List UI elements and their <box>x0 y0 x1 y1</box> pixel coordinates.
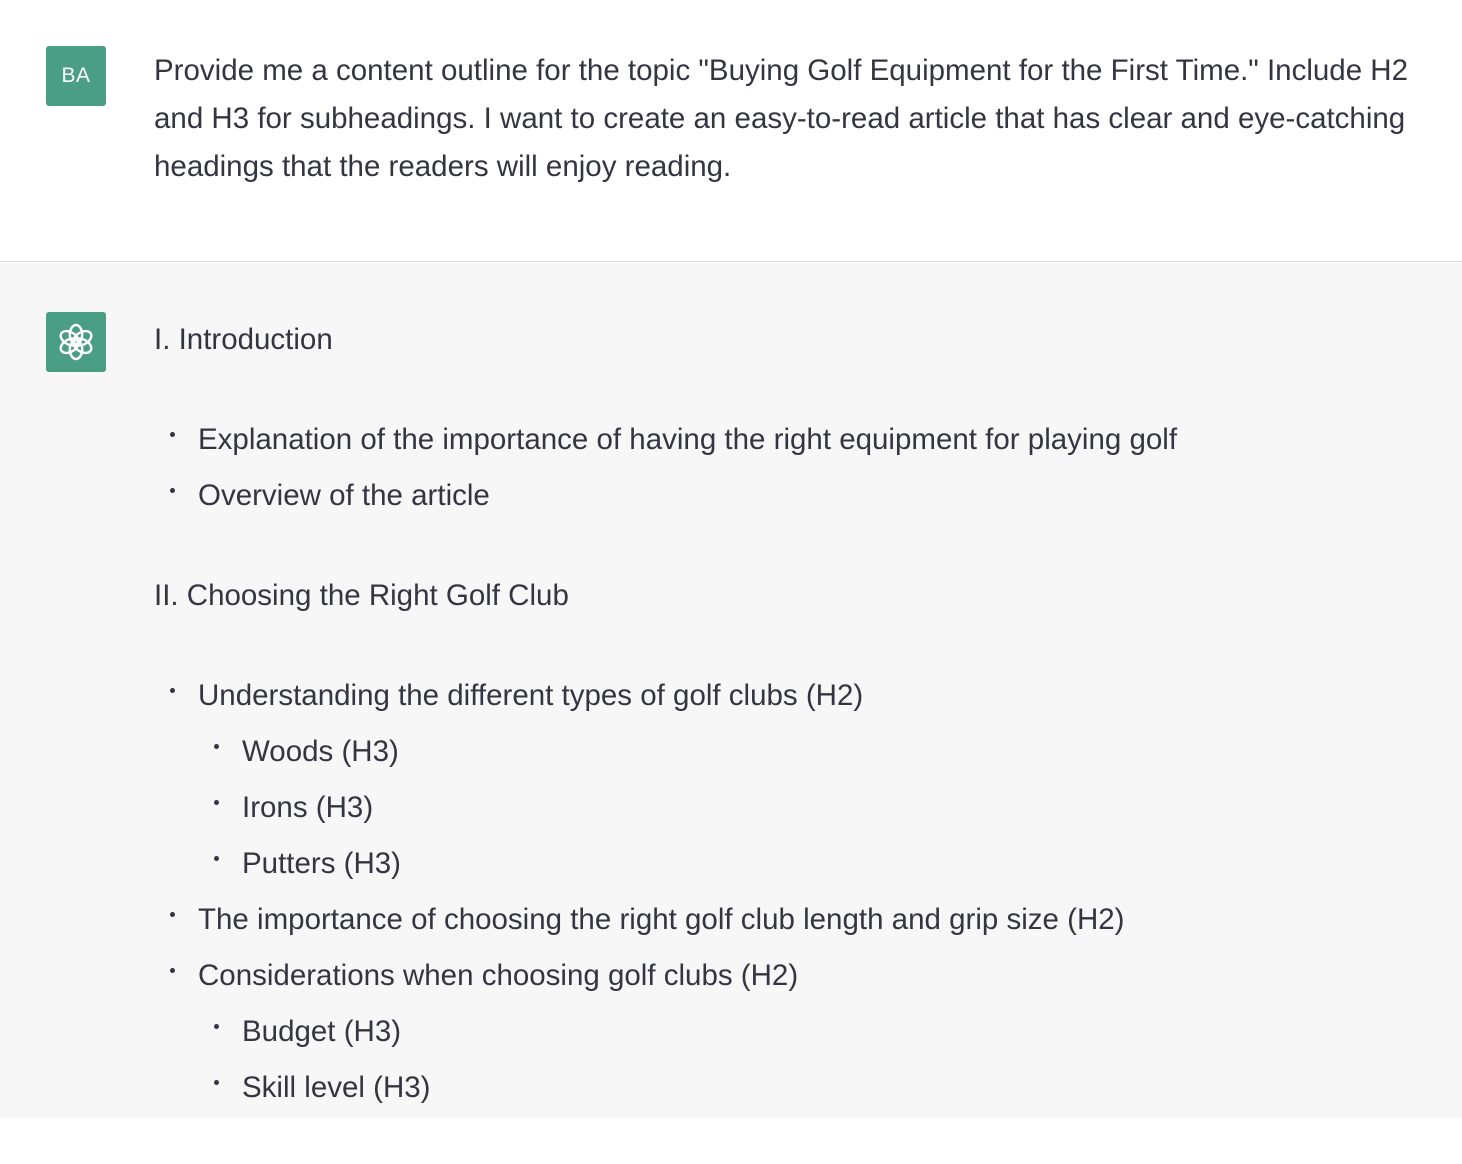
bullet-icon <box>214 1024 219 1029</box>
nested-bullet-list <box>198 724 1444 892</box>
bullet-icon <box>214 1080 219 1085</box>
user-avatar <box>46 46 106 106</box>
bullet-icon <box>170 688 175 693</box>
bullet-icon <box>170 432 175 437</box>
bullet-icon <box>214 856 219 861</box>
nested-list-item <box>198 836 1444 892</box>
list-item-text: Considerations when choosing golf clubs (H2) <box>198 959 799 992</box>
list-item <box>154 468 1444 524</box>
assistant-avatar <box>46 312 106 372</box>
nested-list-item-text: Budget (H3) <box>242 1015 402 1048</box>
assistant-response <box>154 316 1444 1164</box>
section-heading: II. Choosing the Right Golf Club <box>154 579 569 612</box>
list-item-text: Explanation of the importance of having the right equipment for playing golf <box>198 423 1178 456</box>
list-item-text: Understanding the different types of golf clubs (H2) <box>198 679 864 712</box>
nested-list-item <box>198 1060 1444 1116</box>
bullet-icon <box>170 968 175 973</box>
nested-list-item <box>198 724 1444 780</box>
nested-list-item-text: Skill level (H3) <box>242 1071 431 1104</box>
assistant-message <box>0 263 1462 1118</box>
section-heading: I. Introduction <box>154 323 333 356</box>
nested-list-item <box>198 780 1444 836</box>
user-message-text: Provide me a content outline for the topic "Buying Golf Equipment for the First Time." Include H2 and H3 for subheadings. I want to create an easy-to-read article that has clear and eye-catching headings that the readers will enjoy reading. <box>154 54 1409 183</box>
nested-bullet-list <box>198 1004 1444 1116</box>
list-item-text: Overview of the article <box>198 479 490 512</box>
bullet-list <box>154 412 1444 524</box>
bullet-icon <box>170 488 175 493</box>
nested-list-item-text: Woods (H3) <box>242 735 399 768</box>
list-item-text: The importance of choosing the right golf club length and grip size (H2) <box>198 903 1125 936</box>
bullet-list <box>154 668 1444 1116</box>
nested-list-item-text: Putters (H3) <box>242 847 402 880</box>
list-item <box>154 892 1444 948</box>
bullet-icon <box>214 800 219 805</box>
openai-logo-icon <box>55 321 97 363</box>
list-item <box>154 668 1444 892</box>
bullet-icon <box>214 744 219 749</box>
nested-list-item-text: Irons (H3) <box>242 791 374 824</box>
list-item <box>154 948 1444 1116</box>
bullet-icon <box>170 912 175 917</box>
user-avatar-initials: BA <box>61 64 91 87</box>
list-item <box>154 412 1444 468</box>
nested-list-item <box>198 1004 1444 1060</box>
user-message <box>0 0 1462 262</box>
